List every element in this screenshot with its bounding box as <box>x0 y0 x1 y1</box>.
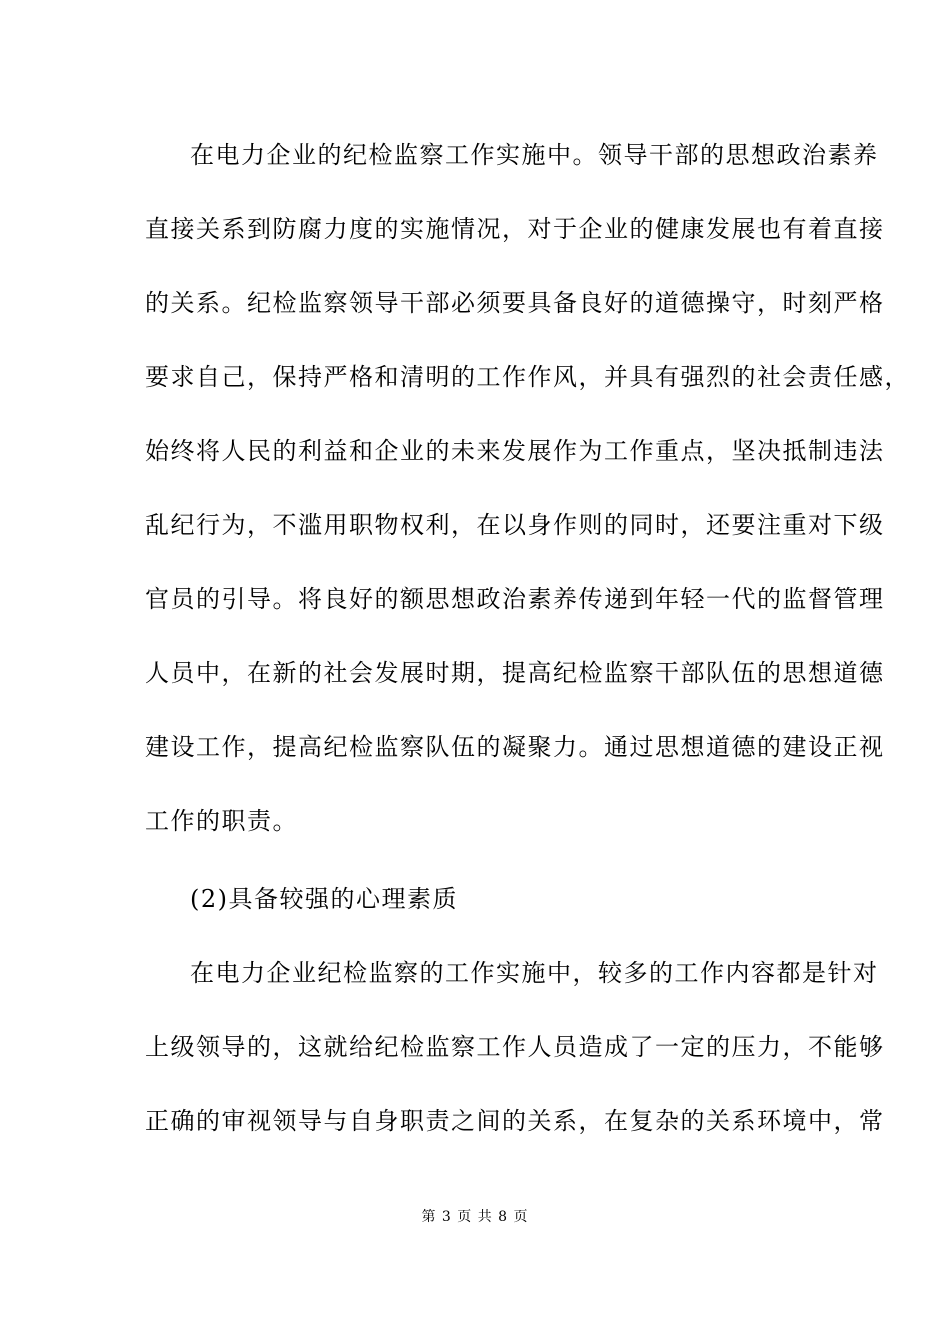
text-line-9: 建设工作，提高纪检监察队伍的凝聚力。通过思想道德的建设正视 <box>145 733 885 761</box>
text-line-10: 工作的职责。 <box>145 807 298 835</box>
text-line-12: 在电力企业纪检监察的工作实施中，较多的工作内容都是针对 <box>190 959 879 987</box>
section-heading: (2)具备较强的心理素质 <box>190 885 458 913</box>
text-line-7: 官员的引导。将良好的额思想政治素养传递到年轻一代的监督管理 <box>145 585 885 613</box>
page-footer: 第 3 页 共 8 页 <box>421 1209 529 1225</box>
text-line-8: 人员中，在新的社会发展时期，提高纪检监察干部队伍的思想道德 <box>145 659 885 687</box>
text-line-3: 的关系。纪检监察领导干部必须要具备良好的道德操守，时刻严格 <box>145 289 885 317</box>
text-line-1: 在电力企业的纪检监察工作实施中。领导干部的思想政治素养 <box>190 141 879 169</box>
text-line-4: 要求自己，保持严格和清明的工作作风，并具有强烈的社会责任感， <box>145 363 910 391</box>
text-line-6: 乱纪行为，不滥用职物权利，在以身作则的同时，还要注重对下级 <box>145 511 885 539</box>
text-line-14: 正确的审视领导与自身职责之间的关系，在复杂的关系环境中，常 <box>145 1107 885 1135</box>
text-line-13: 上级领导的，这就给纪检监察工作人员造成了一定的压力，不能够 <box>145 1033 885 1061</box>
text-line-5: 始终将人民的利益和企业的未来发展作为工作重点，坚决抵制违法 <box>145 437 885 465</box>
text-line-2: 直接关系到防腐力度的实施情况，对于企业的健康发展也有着直接 <box>145 215 885 243</box>
